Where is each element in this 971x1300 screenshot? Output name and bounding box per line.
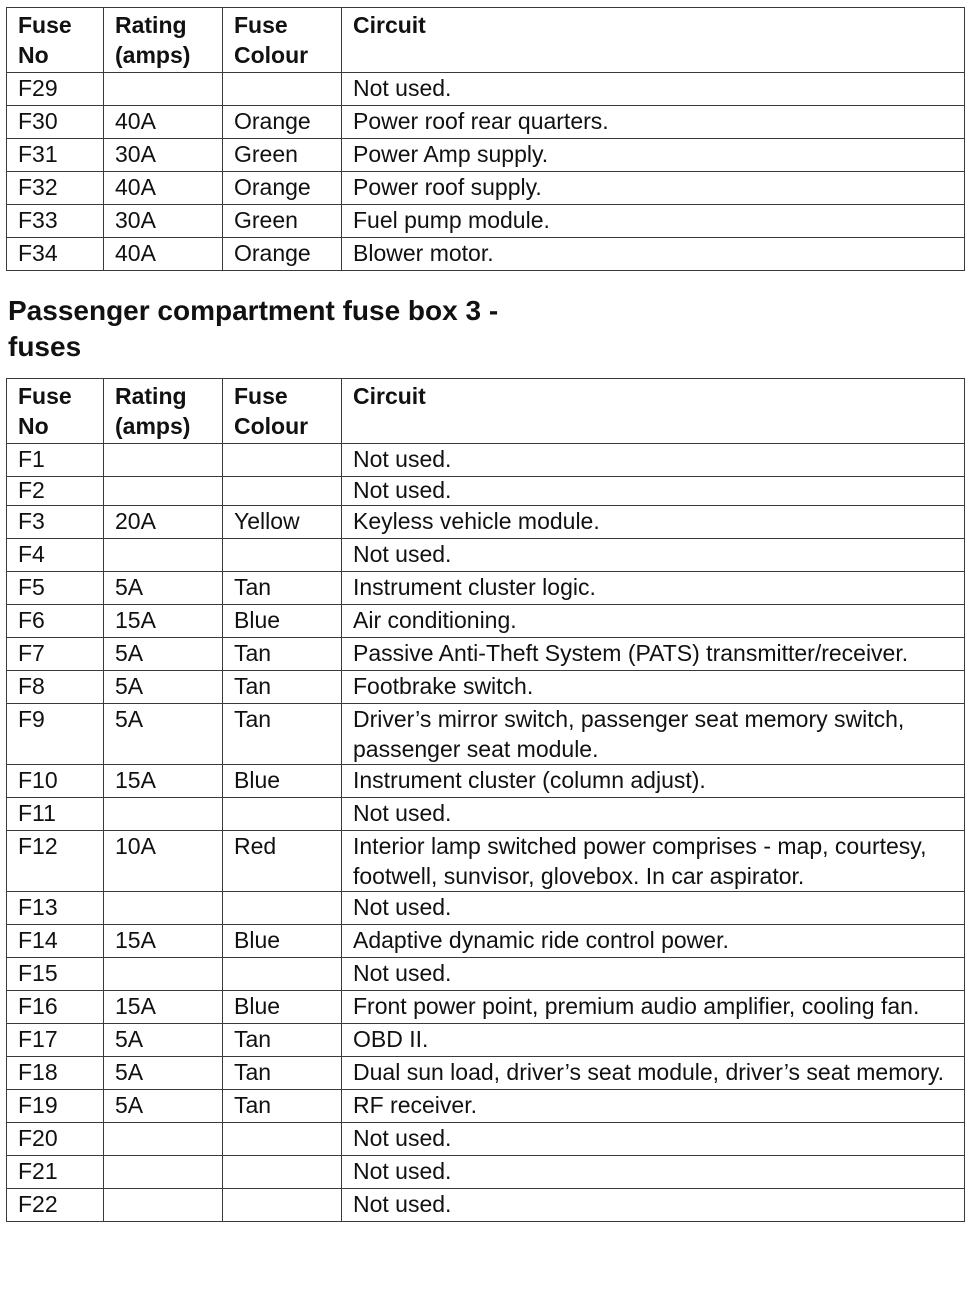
circuit-cell: Keyless vehicle module. [342,506,965,539]
rating-cell [104,958,223,991]
fuse-number-cell: F34 [7,238,104,271]
fuse-colour-cell [223,1189,342,1222]
table-row [7,238,965,271]
circuit-cell: Not used. [342,1123,965,1156]
table-row [7,671,965,704]
fuse-colour-cell [223,477,342,506]
circuit-cell: Adaptive dynamic ride control power. [342,925,965,958]
table-row [7,1057,965,1090]
header-circuit: Circuit [342,379,965,444]
circuit-cell: OBD II. [342,1024,965,1057]
circuit-cell: Front power point, premium audio amplifier, cooling fan. [342,991,965,1024]
table-row [7,1156,965,1189]
table-row [7,605,965,638]
fuse-colour-cell: Blue [223,765,342,798]
circuit-cell: Power Amp supply. [342,139,965,172]
fuse-number-cell: F31 [7,139,104,172]
fuse-number-cell: F29 [7,73,104,106]
table-row [7,73,965,106]
fuse-number-cell: F20 [7,1123,104,1156]
rating-cell: 5A [104,704,223,765]
rating-cell: 30A [104,139,223,172]
table-row [7,1189,965,1222]
fuse-number-cell: F17 [7,1024,104,1057]
circuit-cell: Driver’s mirror switch, passenger seat memory switch, passenger seat module. [342,704,965,765]
table-row [7,139,965,172]
rating-cell: 15A [104,605,223,638]
header-rating: Rating (amps) [104,8,223,73]
table-header-row [7,379,965,444]
rating-cell: 20A [104,506,223,539]
circuit-cell: Interior lamp switched power comprises - map, courtesy, footwell, sunvisor, glovebox. In car aspirator. [342,831,965,892]
rating-cell: 5A [104,1090,223,1123]
table-row [7,798,965,831]
circuit-cell: Power roof supply. [342,172,965,205]
rating-cell: 40A [104,238,223,271]
fuse-colour-cell [223,1123,342,1156]
fuse-colour-cell: Tan [223,1024,342,1057]
circuit-cell: Blower motor. [342,238,965,271]
fuse-number-cell: F16 [7,991,104,1024]
circuit-cell: Not used. [342,958,965,991]
fuse-table-1 [6,7,965,271]
rating-cell: 15A [104,991,223,1024]
table-row [7,477,965,506]
table-row [7,958,965,991]
fuse-number-cell: F10 [7,765,104,798]
fuse-colour-cell: Blue [223,605,342,638]
table-row [7,925,965,958]
circuit-cell: Not used. [342,73,965,106]
rating-cell: 30A [104,205,223,238]
circuit-cell: Instrument cluster (column adjust). [342,765,965,798]
fuse-colour-cell [223,892,342,925]
rating-cell: 40A [104,172,223,205]
fuse-number-cell: F30 [7,106,104,139]
fuse-colour-cell [223,798,342,831]
circuit-cell: Not used. [342,1156,965,1189]
rating-cell: 5A [104,1057,223,1090]
table-row [7,991,965,1024]
fuse-number-cell: F1 [7,444,104,477]
fuse-number-cell: F6 [7,605,104,638]
rating-cell [104,1156,223,1189]
header-fuse-colour: Fuse Colour [223,379,342,444]
table-row [7,704,965,765]
table-row [7,106,965,139]
table-row [7,831,965,892]
circuit-cell: Dual sun load, driver’s seat module, driver’s seat memory. [342,1057,965,1090]
rating-cell [104,477,223,506]
rating-cell: 15A [104,765,223,798]
circuit-cell: Not used. [342,539,965,572]
table-row [7,539,965,572]
fuse-number-cell: F19 [7,1090,104,1123]
fuse-number-cell: F7 [7,638,104,671]
rating-cell [104,444,223,477]
circuit-cell: Not used. [342,477,965,506]
fuse-colour-cell [223,539,342,572]
fuse-number-cell: F4 [7,539,104,572]
table-header-row [7,8,965,73]
header-circuit: Circuit [342,8,965,73]
fuse-number-cell: F13 [7,892,104,925]
fuse-colour-cell [223,444,342,477]
table-row [7,1123,965,1156]
fuse-colour-cell: Blue [223,991,342,1024]
rating-cell: 5A [104,1024,223,1057]
fuse-number-cell: F8 [7,671,104,704]
table-row [7,506,965,539]
fuse-colour-cell [223,1156,342,1189]
rating-cell [104,1123,223,1156]
table-row [7,892,965,925]
fuse-colour-cell: Tan [223,572,342,605]
circuit-cell: RF receiver. [342,1090,965,1123]
circuit-cell: Fuel pump module. [342,205,965,238]
circuit-cell: Not used. [342,1189,965,1222]
fuse-colour-cell: Yellow [223,506,342,539]
circuit-cell: Passive Anti-Theft System (PATS) transmitter/receiver. [342,638,965,671]
rating-cell [104,73,223,106]
fuse-number-cell: F14 [7,925,104,958]
fuse-colour-cell: Tan [223,704,342,765]
header-fuse-no: Fuse No [7,379,104,444]
fuse-colour-cell: Orange [223,172,342,205]
circuit-cell: Power roof rear quarters. [342,106,965,139]
fuse-number-cell: F3 [7,506,104,539]
circuit-cell: Instrument cluster logic. [342,572,965,605]
fuse-number-cell: F11 [7,798,104,831]
table-row [7,444,965,477]
circuit-cell: Air conditioning. [342,605,965,638]
fuse-colour-cell: Red [223,831,342,892]
fuse-number-cell: F22 [7,1189,104,1222]
rating-cell: 5A [104,572,223,605]
fuse-colour-cell: Green [223,139,342,172]
fuse-colour-cell: Orange [223,238,342,271]
rating-cell: 5A [104,671,223,704]
rating-cell [104,798,223,831]
fuse-number-cell: F18 [7,1057,104,1090]
circuit-cell: Not used. [342,798,965,831]
fuse-colour-cell: Tan [223,1090,342,1123]
fuse-colour-cell [223,958,342,991]
fuse-colour-cell: Blue [223,925,342,958]
table-row [7,572,965,605]
fuse-colour-cell [223,73,342,106]
fuse-table-2 [6,378,965,1222]
header-rating: Rating (amps) [104,379,223,444]
table-row [7,638,965,671]
header-fuse-colour: Fuse Colour [223,8,342,73]
fuse-number-cell: F2 [7,477,104,506]
circuit-cell: Not used. [342,892,965,925]
rating-cell [104,892,223,925]
rating-cell [104,1189,223,1222]
fuse-number-cell: F21 [7,1156,104,1189]
table-row [7,205,965,238]
rating-cell: 5A [104,638,223,671]
header-fuse-no: Fuse No [7,8,104,73]
table-row [7,172,965,205]
fuse-colour-cell: Tan [223,1057,342,1090]
fuse-colour-cell: Tan [223,671,342,704]
rating-cell: 10A [104,831,223,892]
fuse-number-cell: F12 [7,831,104,892]
rating-cell: 40A [104,106,223,139]
fuse-number-cell: F15 [7,958,104,991]
table-row [7,1024,965,1057]
circuit-cell: Footbrake switch. [342,671,965,704]
rating-cell [104,539,223,572]
fuse-colour-cell: Tan [223,638,342,671]
fuse-colour-cell: Orange [223,106,342,139]
section-heading: Passenger compartment fuse box 3 - fuses [8,295,499,362]
table-row [7,1090,965,1123]
rating-cell: 15A [104,925,223,958]
fuse-number-cell: F9 [7,704,104,765]
fuse-colour-cell: Green [223,205,342,238]
table-row [7,765,965,798]
circuit-cell: Not used. [342,444,965,477]
fuse-number-cell: F32 [7,172,104,205]
fuse-number-cell: F5 [7,572,104,605]
fuse-number-cell: F33 [7,205,104,238]
